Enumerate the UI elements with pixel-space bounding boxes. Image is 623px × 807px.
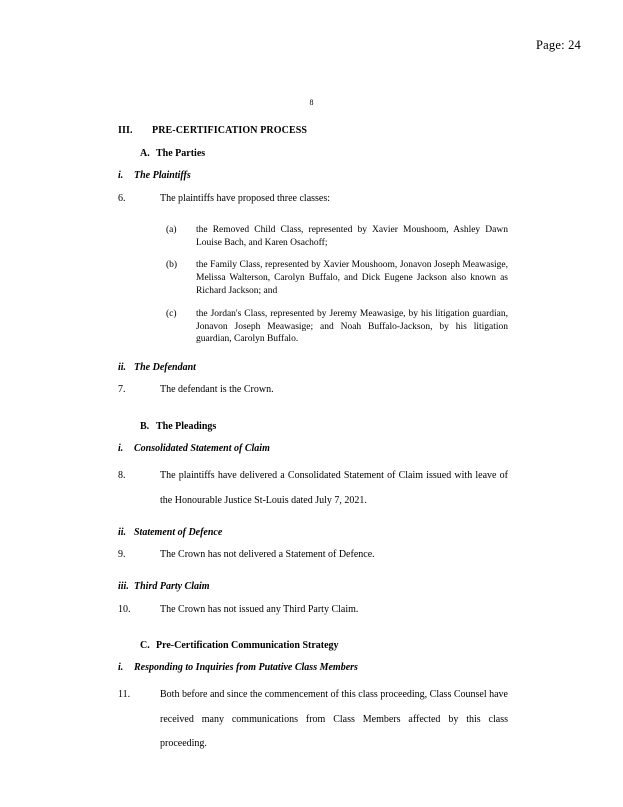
list-item-label: (c) [166,308,177,319]
heading-title: Third Party Claim [134,581,210,593]
paragraph-text: The Crown has not issued any Third Party Claim. [160,603,359,615]
list-item-text: the Removed Child Class, represented by Xavier Moushoom, Ashley Dawn Louise Bach, and Karen Osachoff; [196,224,508,248]
paragraph-number: 9. [118,549,126,561]
document-body [118,124,508,761]
list-item-label: (b) [166,260,178,271]
paragraph-10 [118,603,508,617]
heading-number: i. [118,170,124,182]
subsection-number: B. [140,420,150,432]
subsection-heading-the-pleadings [118,420,508,434]
paragraph-number: 8. [118,470,126,481]
heading-statement-of-defence [118,526,508,540]
subsection-heading-pre-certification-communication-strategy [118,639,508,653]
paragraph-9 [118,548,508,562]
folio-number: 8 [309,98,314,107]
page-number-stamp: Page: 24 [536,38,581,52]
subsection-title: The Pleadings [156,420,217,432]
subsection-title: Pre-Certification Communication Strategy [156,639,339,651]
subsection-heading-the-parties [118,147,508,161]
section-title: PRE-CERTIFICATION PROCESS [152,125,308,136]
subsection-title: The Parties [156,148,206,160]
list-item-text: the Family Class, represented by Xavier Moushoom, Jonavon Joseph Meawasige, Melissa Walterson, Carolyn Buffalo, and Dick Eugene Jackson also known as Richard Jackson; and [196,260,508,296]
heading-number: i. [118,661,124,673]
paragraph-text: The plaintiffs have delivered a Consolidated Statement of Claim issued with leave of the Honourable Justice St-Louis dated July 7, 2021. [160,470,508,506]
paragraph-8 [118,464,508,513]
section-number: III. [118,125,133,136]
heading-the-plaintiffs [118,169,508,183]
heading-consolidated-statement-of-claim [118,442,508,456]
heading-number: i. [118,442,124,454]
paragraph-text: Both before and since the commencement of this class proceeding, Class Counsel have received many communications from Class Members affected by this class proceeding. [160,689,508,750]
paragraph-text: The Crown has not delivered a Statement of Defence. [160,549,375,561]
paragraph-number: 6. [118,192,126,204]
paragraph-11 [118,683,508,757]
paragraph-text: The defendant is the Crown. [160,384,274,396]
proposed-classes-list [118,224,508,347]
heading-third-party-claim [118,580,508,594]
heading-title: The Defendant [134,362,196,374]
list-item-label: (a) [166,224,177,235]
heading-title: Responding to Inquiries from Putative Class Members [134,661,358,673]
paragraph-text: The plaintiffs have proposed three classes: [160,192,331,204]
heading-number: ii. [118,527,127,538]
paragraph-number: 11. [118,689,131,701]
heading-number: iii. [118,581,129,593]
subsection-number: A. [140,148,150,160]
heading-the-defendant [118,361,508,375]
paragraph-6 [118,192,508,206]
subsection-number: C. [140,639,150,651]
list-item [118,308,508,346]
list-item [118,259,508,297]
heading-title: Consolidated Statement of Claim [134,442,270,454]
heading-number: ii. [118,362,127,374]
paragraph-number: 10. [118,603,131,615]
heading-title: Statement of Defence [134,527,223,538]
paragraph-number: 7. [118,384,126,396]
list-item [118,224,508,250]
paragraph-7 [118,383,508,397]
heading-title: The Plaintiffs [134,170,191,182]
section-heading-pre-certification-process [118,124,508,138]
list-item-text: the Jordan's Class, represented by Jeremy Meawasige, by his litigation guardian, Jonavon Joseph Meawasige; and Noah Buffalo-Jackson, by his litigation guardian, Carolyn Buffalo. [196,308,508,345]
heading-responding-to-inquiries [118,661,508,675]
